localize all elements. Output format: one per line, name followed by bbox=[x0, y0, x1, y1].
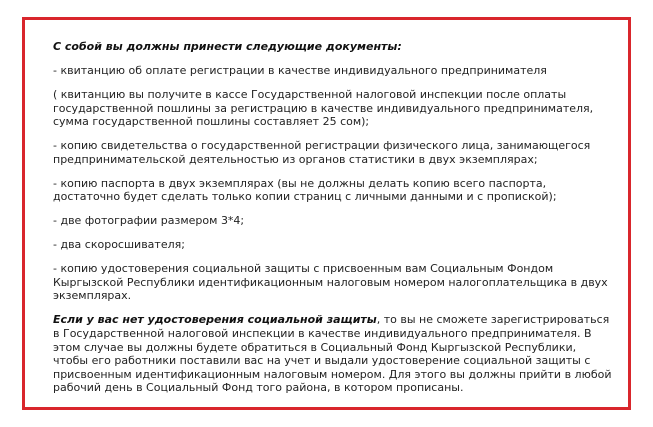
document-heading: С собой вы должны принести следующие документы: bbox=[53, 40, 402, 53]
list-item-photos: - две фотографии размером 3*4; bbox=[53, 214, 245, 228]
list-item-receipt: - квитанцию об оплате регистрации в качестве индивидуального предпринимателя bbox=[53, 63, 547, 77]
document-frame bbox=[22, 17, 631, 410]
note-emphasis: Если у вас нет удостоверения социальной защиты bbox=[53, 313, 377, 327]
list-item-passport-copy: - копию паспорта в двух экземплярах (вы не должны делать копию всего паспорта, достаточно будет сделать только копии страниц с личными данными и с пропиской); bbox=[53, 176, 557, 204]
document-content bbox=[53, 40, 613, 405]
list-item-registration-certificate: - копию свидетельства о государственной регистрации физического лица, занимающегося предпринимательской деятельностью из органов статистики в двух экземплярах; bbox=[53, 139, 591, 166]
list-item-folders: - два скоросшивателя; bbox=[53, 238, 185, 252]
note-text: , то вы не сможете зарегистрироваться в Государственной налоговой инспекции в качестве индивидуального предпринимателя. В этом случае вы должны будете обратиться в Социальный Фонд Кыргызской Республики, чтобы его работники поставили вас на учет и выдали удостоверение социальной защиты с присвоенным идентификационным налоговым номером. Для этого вы должны прийти в любой рабочий день в Социальный Фонд того района, в котором прописаны. bbox=[53, 313, 612, 395]
list-item-receipt-note: ( квитанцию вы получите в кассе Государственной налоговой инспекции после оплаты государственной пошлины за регистрацию в качестве индивидуального предпринимателя, сумма государственной пошлины составляет 25 сом); bbox=[53, 87, 594, 129]
social-protection-note bbox=[53, 313, 613, 395]
list-item-social-card-copy: - копию удостоверения социальной защиты с присвоенным вам Социальным Фондом Кыргызской Республики идентификационным налоговым номером налогоплательщика в двух экземплярах. bbox=[53, 262, 608, 303]
